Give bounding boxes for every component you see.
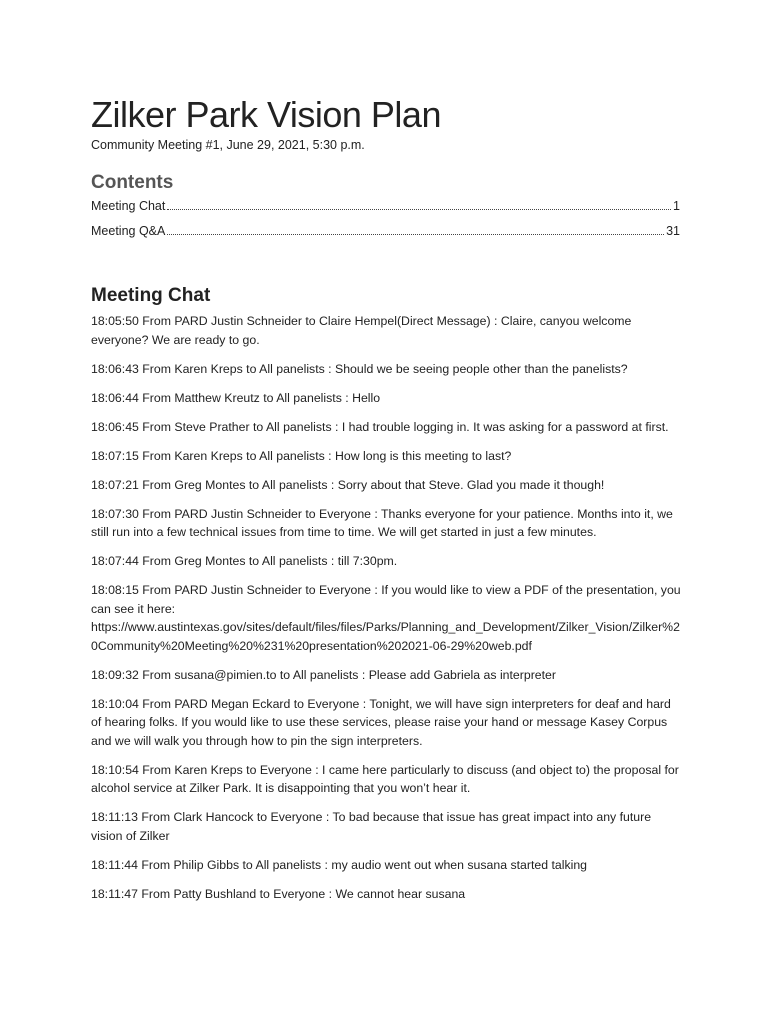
document-title: Zilker Park Vision Plan: [91, 94, 441, 135]
toc-entry-page: 1: [673, 199, 680, 213]
chat-message: 18:11:44 From Philip Gibbs to All panelists : my audio went out when susana started talking: [91, 857, 588, 872]
chat-message: 18:10:54 From Karen Kreps to Everyone : I came here particularly to discuss (and object to) the proposal for alcohol service at Zilker Park. It is disappointing that you won’t hear it.: [91, 762, 679, 795]
contents-heading: Contents: [91, 172, 174, 193]
table-of-contents: [91, 199, 680, 249]
toc-dot-leader: [167, 225, 664, 235]
toc-entry-label: Meeting Q&A: [91, 224, 166, 238]
chat-message: 18:07:30 From PARD Justin Schneider to Everyone : Thanks everyone for your patience. Months into it, we still run into a few technical issues from time to time. We will get started in just a few minutes.: [91, 506, 673, 539]
toc-entry-meeting-qa[interactable]: [91, 224, 680, 249]
chat-message: 18:06:44 From Matthew Kreutz to All panelists : Hello: [91, 390, 381, 405]
chat-message: 18:06:45 From Steve Prather to All panelists : I had trouble logging in. It was asking for a password at first.: [91, 419, 669, 434]
toc-dot-leader: [167, 200, 671, 210]
chat-message: 18:08:15 From PARD Justin Schneider to Everyone : If you would like to view a PDF of the presentation, you can see it here: https://www.austintexas.gov/sites/default/files/files/Parks/Planning_and_Development/Zilker_Vision/Zilker%20Community%20Meeting%20%231%20presentation%202021-06-29%20web.pdf: [91, 583, 681, 653]
chat-message: 18:06:43 From Karen Kreps to All panelists : Should we be seeing people other than the panelists?: [91, 361, 628, 376]
toc-entry-meeting-chat[interactable]: [91, 199, 680, 224]
chat-message: 18:07:21 From Greg Montes to All panelists : Sorry about that Steve. Glad you made it though!: [91, 477, 605, 492]
toc-entry-page: 31: [666, 224, 680, 238]
chat-message: 18:11:47 From Patty Bushland to Everyone : We cannot hear susana: [91, 886, 466, 901]
meeting-chat-heading: Meeting Chat: [91, 285, 211, 306]
chat-transcript: [91, 312, 683, 914]
chat-message: 18:07:15 From Karen Kreps to All panelists : How long is this meeting to last?: [91, 448, 512, 463]
chat-message: 18:05:50 From PARD Justin Schneider to Claire Hempel(Direct Message) : Claire, canyou welcome everyone? We are ready to go.: [91, 314, 632, 347]
toc-entry-label: Meeting Chat: [91, 199, 166, 213]
document-subtitle: Community Meeting #1, June 29, 2021, 5:30 p.m.: [91, 138, 365, 152]
chat-message: 18:10:04 From PARD Megan Eckard to Everyone : Tonight, we will have sign interpreters for deaf and hard of hearing folks. If you would like to use these services, please raise your hand or message Kasey Corpus and we will walk you through how to pin the sign interpreters.: [91, 696, 671, 748]
chat-message: 18:07:44 From Greg Montes to All panelists : till 7:30pm.: [91, 554, 398, 568]
chat-message: 18:11:13 From Clark Hancock to Everyone : To bad because that issue has great impact into any future vision of Zilker: [91, 810, 652, 843]
chat-message: 18:09:32 From susana@pimien.to to All panelists : Please add Gabriela as interpreter: [91, 667, 556, 682]
